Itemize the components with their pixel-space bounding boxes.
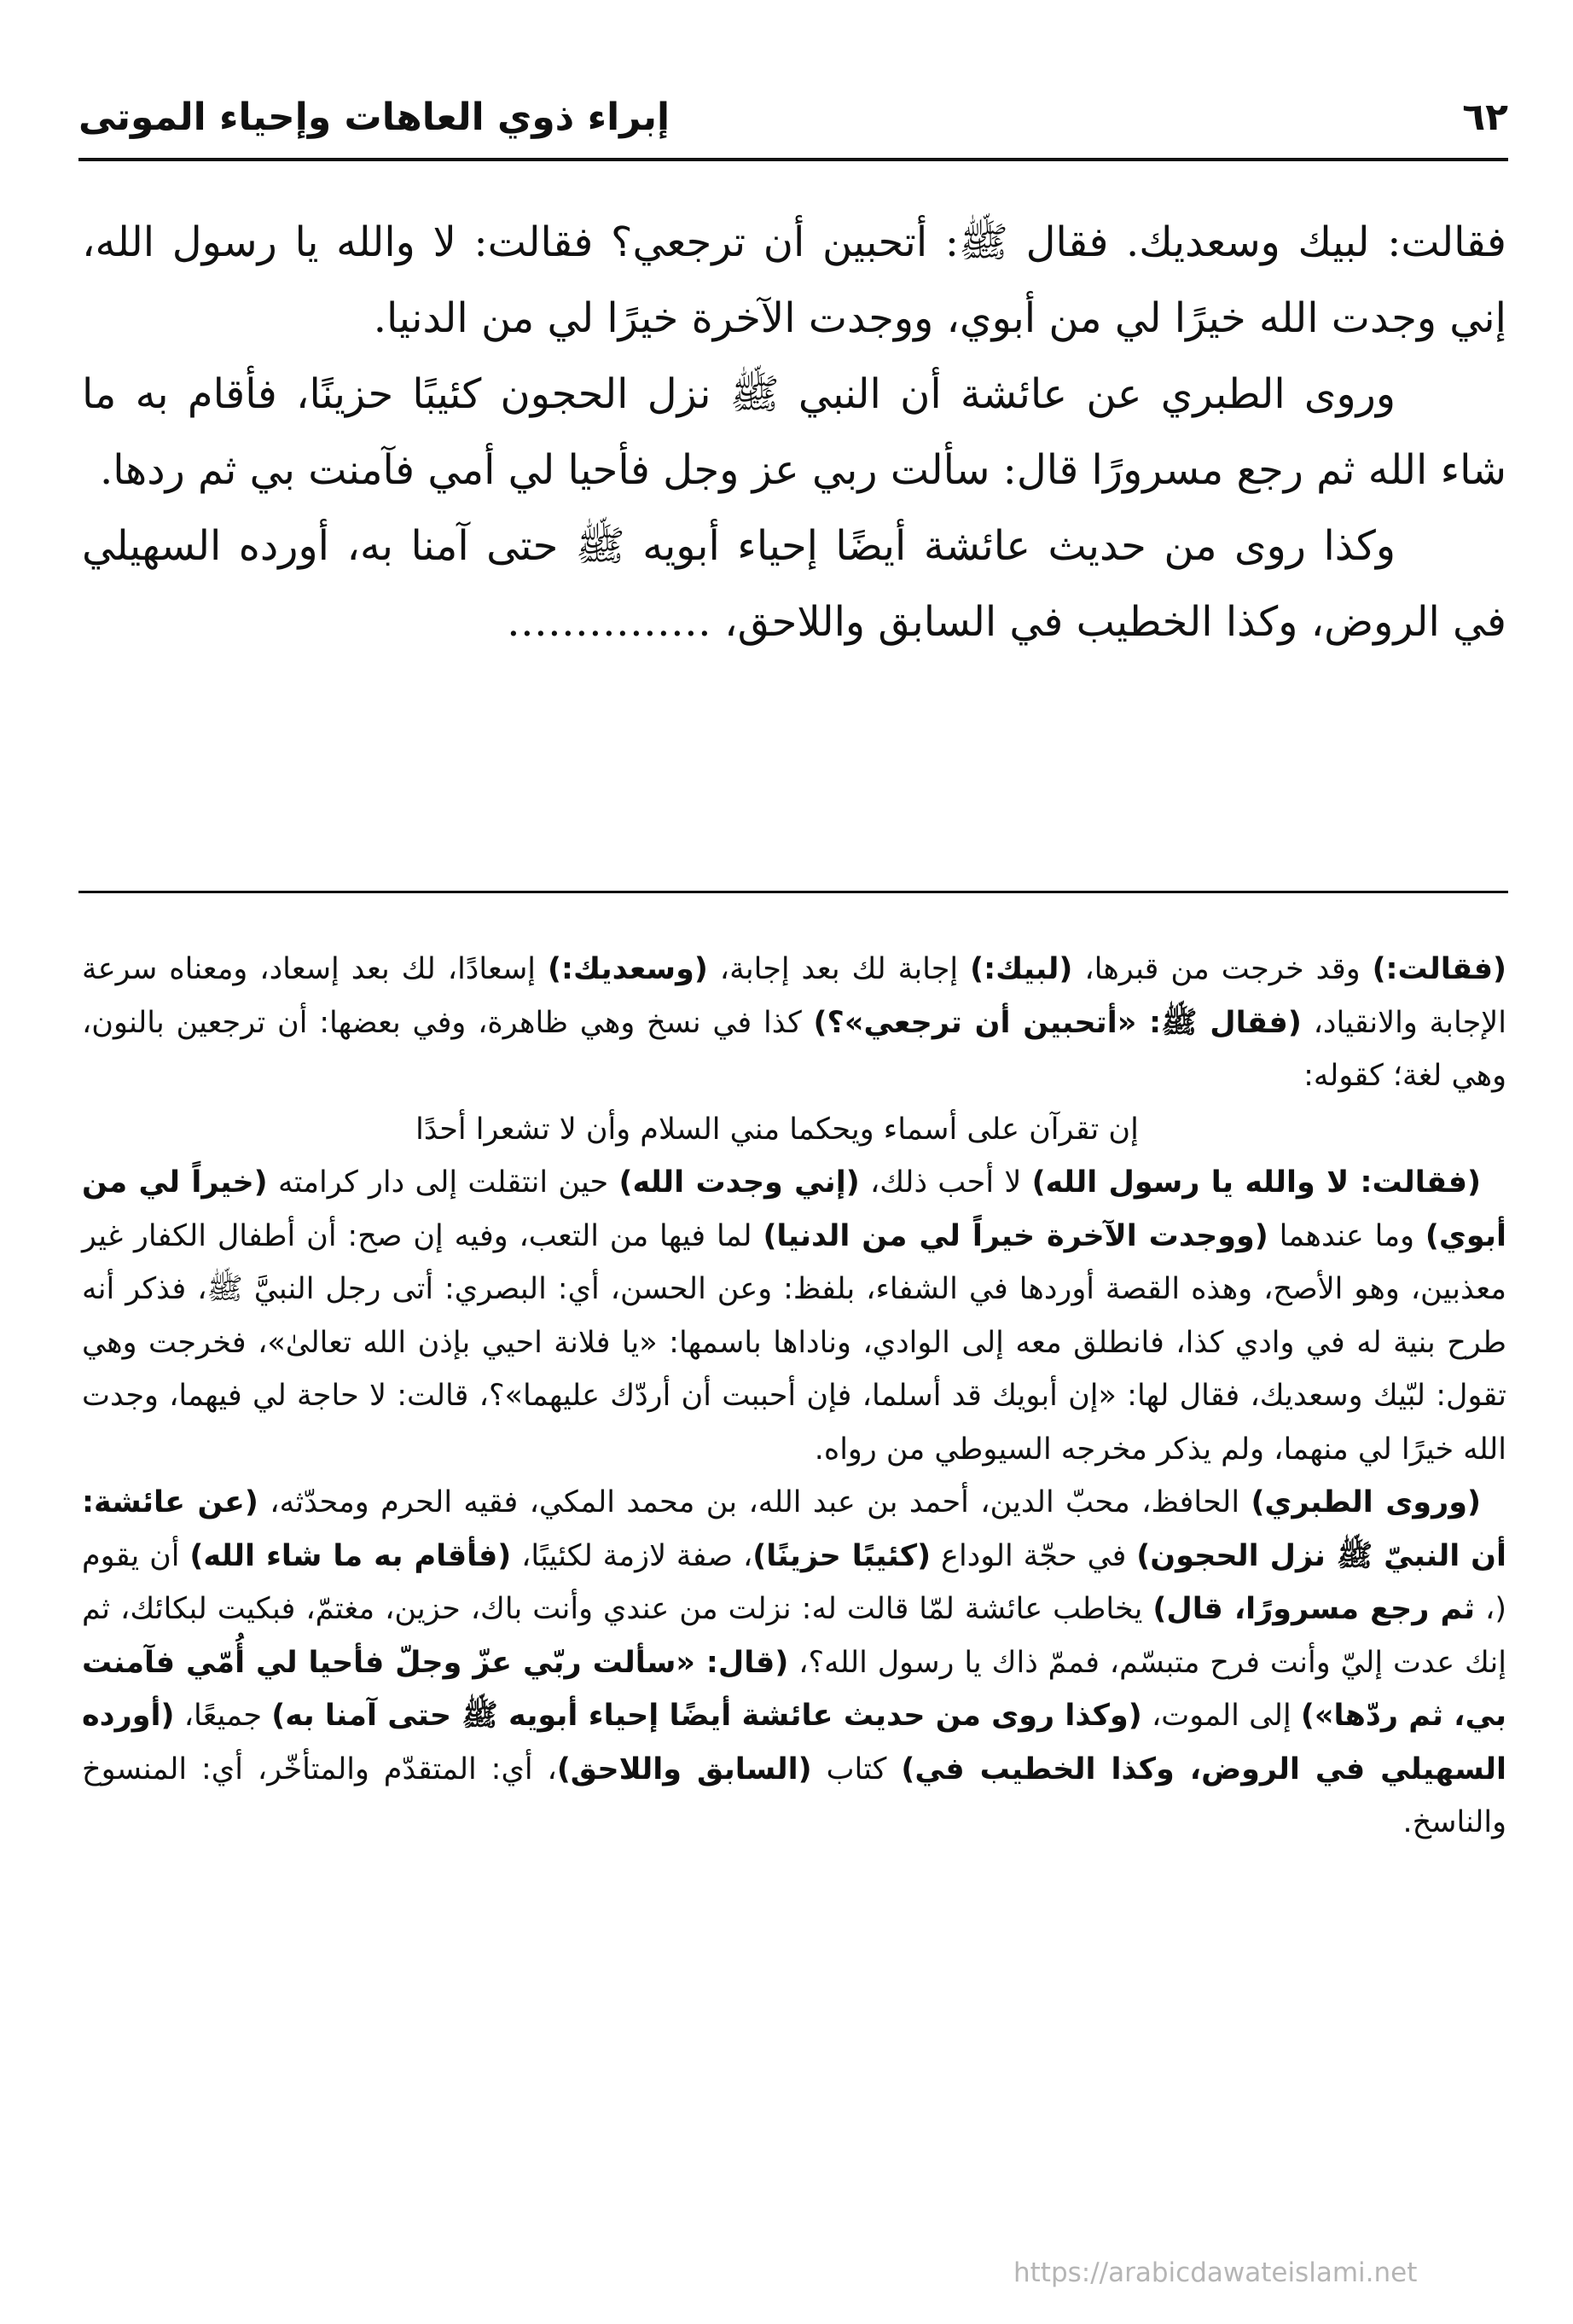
note-text: ، صفة لازمة لكئيبًا، xyxy=(511,1538,753,1573)
note-keyword: (قال: «سألت ربّي عزّ وجلّ فأحيا لي أُمّي فآمنت بي، ثم ردّها») xyxy=(82,1645,1506,1733)
note-text: إلى الموت، xyxy=(1141,1699,1301,1733)
note-text: الحافظ، محبّ الدين، أحمد بن عبد الله، بن محمد المكي، فقيه الحرم ومحدّثه، xyxy=(258,1485,1251,1519)
page-number: ٦٢ xyxy=(1462,96,1508,139)
note-keyword: (عن عائشة: أن النبيّ ﷺ نزل الحجون) xyxy=(82,1485,1507,1573)
main-paragraph-2: وروى الطبري عن عائشة أن النبي ﷺ نزل الحجون كئيبًا حزينًا، فأقام به ما شاء الله ثم رجع مسرورًا قال: سألت ربي عز وجل فأحيا لي أمي فآمنت بي ثم ردها. xyxy=(82,370,1506,494)
main-paragraph-1: فقالت: لبيك وسعديك. فقال ﷺ: أتحبين أن ترجعي؟ فقالت: لا والله يا رسول الله، إني وجدت الله خيرًا لي من أبوي، ووجدت الآخرة خيرًا لي من الدنيا. xyxy=(82,218,1506,342)
page-header xyxy=(78,92,1508,152)
note-text: كتاب xyxy=(811,1752,902,1787)
main-paragraph-3 xyxy=(82,508,1506,660)
note-keyword: (وسعديك:) xyxy=(547,952,708,986)
note-keyword: (فقال ﷺ: «أتحبين أن ترجعي»؟) xyxy=(813,1005,1302,1040)
note-keyword: ثم رجع مسرورًا، قال) xyxy=(1152,1592,1476,1626)
note-keyword: (لبيك:) xyxy=(970,952,1073,986)
note-paragraph-2 xyxy=(82,1156,1506,1476)
main-text xyxy=(82,205,1506,660)
note-keyword: (خيراً لي من أبوي) xyxy=(82,1165,1506,1253)
note-keyword: (فقالت: لا والله يا رسول الله) xyxy=(1031,1165,1481,1200)
note-text: في حجّة الوداع xyxy=(931,1538,1137,1573)
note-keyword: (وكذا روى من حديث عائشة أيضًا إحياء أبويه ﷺ حتى آمنا به) xyxy=(271,1699,1142,1733)
note-text: إجابة لك بعد إجابة، xyxy=(707,952,971,986)
note-text: لا أحب ذلك، xyxy=(859,1165,1032,1200)
note-keyword: (أورده السهيلي في الروض، وكذا الخطيب في) xyxy=(82,1699,1506,1787)
note-text: لما فيها من التعب، وفيه إن صح: أن أطفال الكفار غير معذبين، وهو الأصح، وهذه القصة أوردها في الشفاء، بلفظ: وعن الحسن، أي: البصري: أتى رجل النبيَّ ﷺ، فذكر أنه طرح بنية له في وادي كذا، فانطلق معه إلى الوادي، وناداها باسمها: «يا فلانة احيي بإذن الله تعالىٰ»، فخرجت وهي تقول: لبّيك وسعديك، فقال لها: «إن أبويك قد أسلما، فإن أحببت أن أردّك عليهما»؟، قالت: لا حاجة لي فيهما، وجدت الله خيرًا لي منهما، ولم يذكر مخرجه السيوطي من رواه. xyxy=(82,1218,1506,1467)
poetry-verse: إن تقرآن على أسماء ويحكما مني السلام وأن لا تشعرا أحدًا xyxy=(415,1112,1139,1147)
note-keyword: (فقالت:) xyxy=(1372,952,1506,986)
note-text: إسعادًا، لك بعد إسعاد، ومعناه سرعة الإجابة والانقياد، xyxy=(82,952,1506,1040)
running-title: إبراء ذوي العاهات وإحياء الموتى xyxy=(78,96,670,139)
note-keyword: (السابق واللاحق) xyxy=(556,1752,812,1787)
note-keyword: (وروى الطبري) xyxy=(1251,1485,1481,1519)
note-keyword: (إني وجدت الله) xyxy=(618,1165,860,1200)
note-paragraph-3 xyxy=(82,1476,1506,1850)
note-text: يخاطب عائشة لمّا قالت له: نزلت من عندي وأنت باك، حزين، مغتمّ، فبكيت لبكائك، ثم إنك عدت إليّ وأنت فرح متبسّم، فممّ ذاك يا رسول الله؟، xyxy=(82,1592,1507,1680)
note-text: ، أي: المتقدّم والمتأخّر، أي: المنسوخ والناسخ. xyxy=(82,1752,1506,1839)
header-rule xyxy=(78,158,1508,161)
ellipsis-dots: …………… xyxy=(506,598,711,646)
note-text: كذا في نسخ وهي ظاهرة، وفي بعضها: أن ترجعين بالنون، وهي لغة؛ كقوله: xyxy=(82,1005,1506,1093)
note-text: حين انتقلت إلى دار كرامته xyxy=(267,1165,619,1200)
note-text: وقد خرجت من قبرها، xyxy=(1072,952,1373,986)
note-keyword: (فأقام به ما شاء الله) xyxy=(189,1538,512,1573)
main-paragraph-3-text: وكذا روى من حديث عائشة أيضًا إحياء أبويه ﷺ حتى آمنا به، أورده السهيلي في الروض، وكذا الخطيب في السابق واللاحق، xyxy=(82,522,1506,646)
note-keyword: (كئيبًا حزينًا) xyxy=(752,1538,932,1573)
note-text: أن يقوم (، xyxy=(82,1538,1507,1626)
note-text: جميعًا، xyxy=(174,1699,272,1733)
watermark-url: https://arabicdawateislami.net xyxy=(1013,2257,1418,2288)
note-paragraph-1 xyxy=(82,943,1506,1103)
note-keyword: (ووجدت الآخرة خيراً لي من الدنيا) xyxy=(763,1218,1268,1253)
commentary-notes xyxy=(82,943,1506,1850)
footnote-divider xyxy=(78,891,1508,893)
note-text: وما عندهما xyxy=(1268,1218,1425,1253)
